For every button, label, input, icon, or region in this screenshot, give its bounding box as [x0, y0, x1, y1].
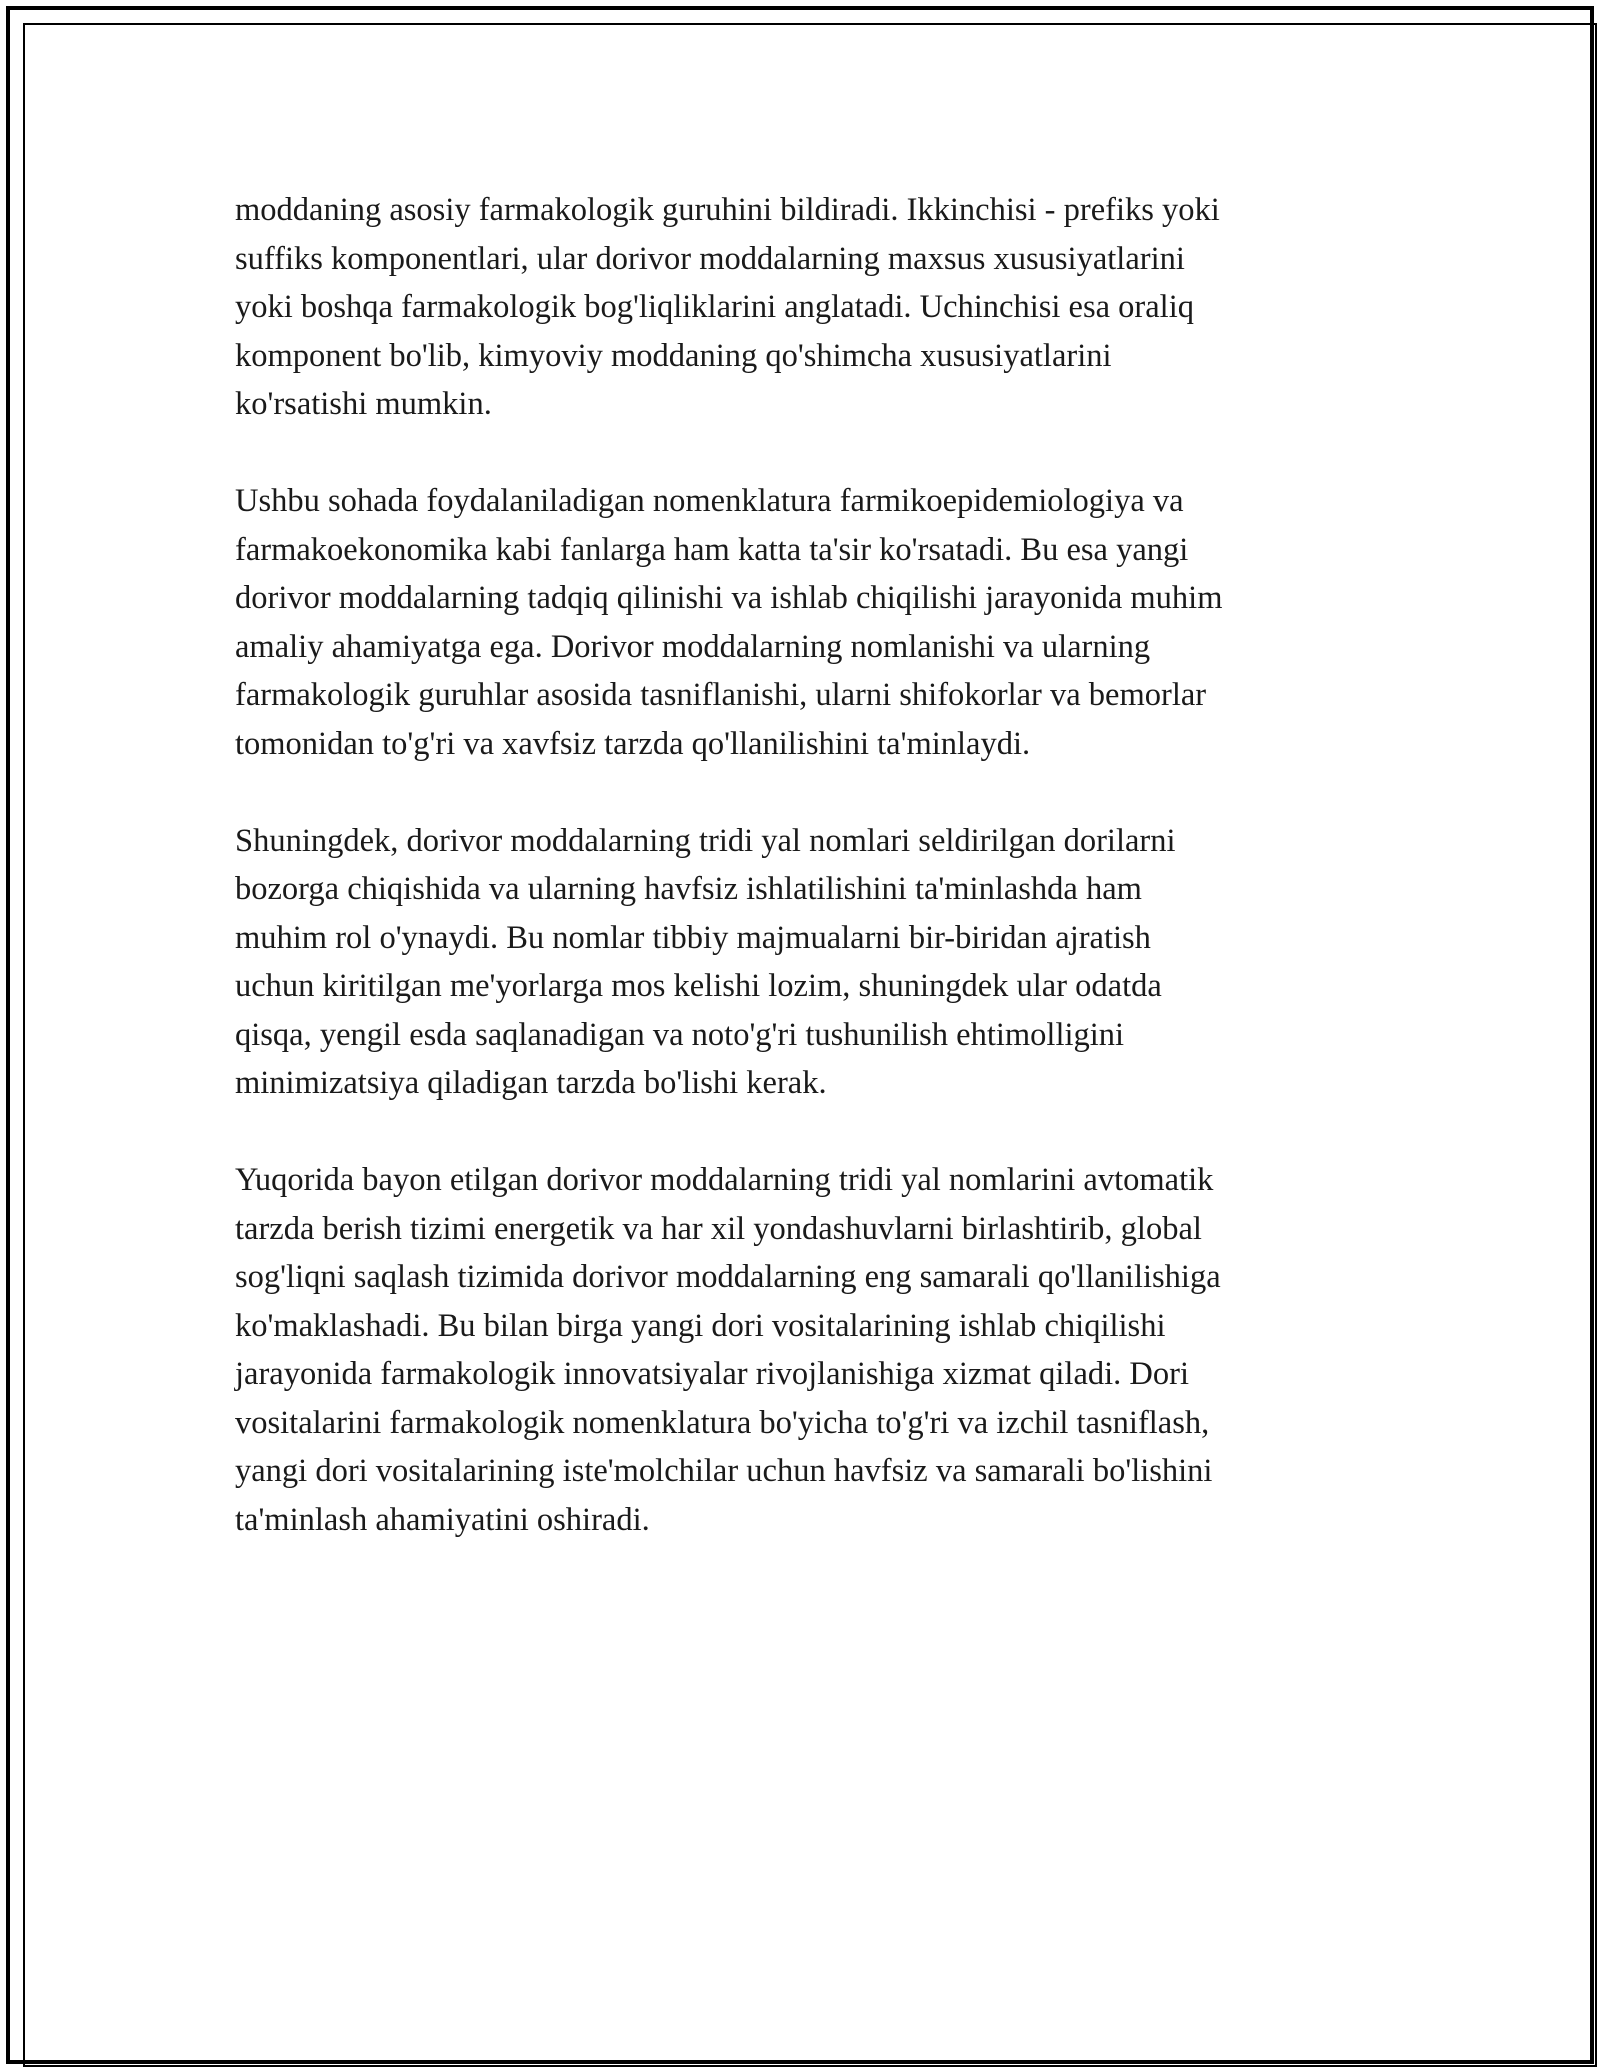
paragraph-1: moddaning asosiy farmakologik guruhini bildiradi. Ikkinchisi - prefiks yoki suffiks komponentlari, ular dorivor moddalarning maxsus xususiyatlarini yoki boshqa farmakologik bog'liqliklarini anglatadi. Uchinchisi esa oraliq komponent bo'lib, kimyoviy moddaning qo'shimcha xususiyatlarini ko'rsatishi mumkin. — [235, 192, 1220, 422]
document-body — [235, 186, 1385, 1593]
paragraph-2: Ushbu sohada foydalaniladigan nomenklatura farmikoepidemiologiya va farmakoekonomika kabi fanlarga ham katta ta'sir ko'rsatadi. Bu esa yangi dorivor moddalarning tadqiq qilinishi va ishlab chiqilishi jarayonida muhim amaliy ahamiyatga ega. Dorivor moddalarning nomlanishi va ularning farmakologik guruhlar asosida tasniflanishi, ularni shifokorlar va bemorlar tomonidan to'g'ri va xavfsiz tarzda qo'llanilishini ta'minlaydi. — [235, 483, 1223, 762]
paragraph-3: Shuningdek, dorivor moddalarning tridi yal nomlari seldirilgan dorilarni bozorga chiqishida va ularning havfsiz ishlatilishini ta'minlashda ham muhim rol o'ynaydi. Bu nomlar tibbiy majmualarni bir-biridan ajratish uchun kiritilgan me'yorlarga mos kelishi lozim, shuningdek ular odatda qisqa, yengil esda saqlanadigan va noto'g'ri tushunilish ehtimolligini minimizatsiya qiladigan tarzda bo'lishi kerak. — [235, 822, 1176, 1101]
paragraph-4: Yuqorida bayon etilgan dorivor moddalarning tridi yal nomlarini avtomatik tarzda berish tizimi energetik va har xil yondashuvlarni birlashtirib, global sog'liqni saqlash tizimida dorivor moddalarning eng samarali qo'llanilishiga ko'maklashadi. Bu bilan birga yangi dori vositalarining ishlab chiqilishi jarayonida farmakologik innovatsiyalar rivojlanishiga xizmat qiladi. Dori vositalarini farmakologik nomenklatura bo'yicha to'g'ri va izchil tasniflash, yangi dori vositalarining iste'molchilar uchun havfsiz va samarali bo'lishini ta'minlash ahamiyatini oshiradi. — [235, 1162, 1221, 1538]
